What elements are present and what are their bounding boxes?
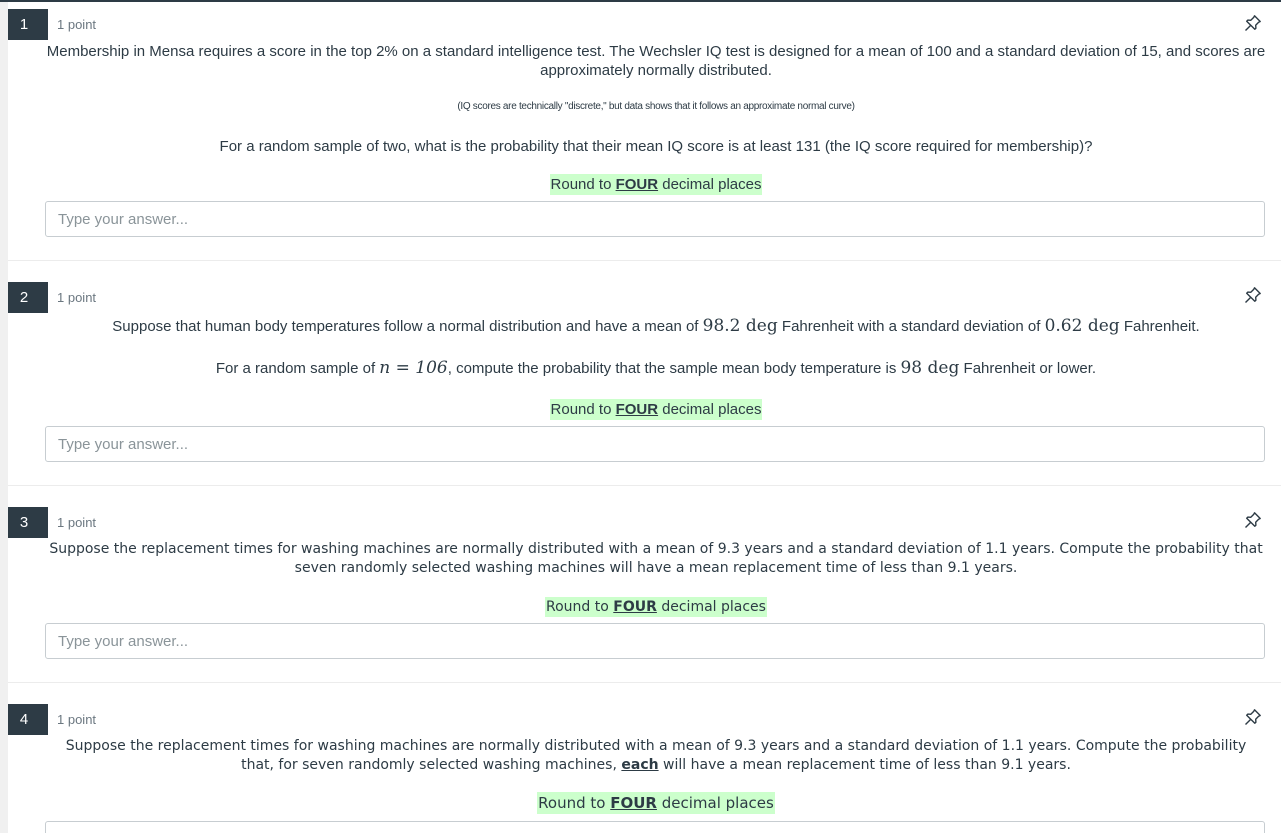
question-text: Membership in Mensa requires a score in the top 2% on a standard intelligence test. The Wechsler IQ test is designed for a mean of 100 and a standard deviation of 15, and scores are approximately normally distributed. xyxy=(46,43,1266,79)
question-number: 2 xyxy=(8,282,48,313)
question-number: 1 xyxy=(8,9,48,40)
answer-input[interactable] xyxy=(45,426,1265,462)
rounding-instruction xyxy=(45,794,1267,813)
rounding-highlight: Round to FOUR decimal places xyxy=(550,176,762,193)
question-points: 1 point xyxy=(57,17,97,32)
pin-icon[interactable] xyxy=(1244,511,1262,529)
question-text: Suppose that human body temperatures follow a normal distribution and have a mean of 98.2 deg Fahrenheit with a standard deviation of 0.62 deg Fahrenheit. xyxy=(112,316,1200,336)
rounding-instruction xyxy=(45,175,1267,194)
question-text: Suppose the replacement times for washing machines are normally distributed with a mean of 9.3 years and a standard deviation of 1.1 years. Compute the probability that seven randomly selected washing machines will have a mean replacement time of less than 9.1 years. xyxy=(49,541,1263,576)
question-4 xyxy=(8,696,1281,833)
question-text: Suppose the replacement times for washing machines are normally distributed with a mean of 9.3 years and a standard deviation of 1.1 years. Compute the probability that, for seven randomly selected washing machines, each will have a mean replacement time of less than 9.1 years. xyxy=(65,738,1247,773)
rounding-instruction xyxy=(45,400,1267,419)
question-points: 1 point xyxy=(57,515,97,530)
question-note: (IQ scores are technically "discrete," but data shows that it follows an approximate normal curve) xyxy=(457,101,855,112)
question-points: 1 point xyxy=(57,290,97,305)
pin-icon[interactable] xyxy=(1244,14,1262,32)
pin-icon[interactable] xyxy=(1244,286,1262,304)
question-prompt: For a random sample of two, what is the probability that their mean IQ score is at least 131 (the IQ score required for membership)? xyxy=(219,138,1093,155)
answer-input[interactable] xyxy=(45,623,1265,659)
question-prompt: For a random sample of n = 106, compute the probability that the sample mean body temperature is 98 deg Fahrenheit or lower. xyxy=(215,358,1097,378)
rounding-highlight: Round to FOUR decimal places xyxy=(538,794,774,812)
question-1 xyxy=(8,2,1281,260)
rounding-instruction xyxy=(45,598,1267,617)
rounding-highlight: Round to FOUR decimal places xyxy=(546,599,766,615)
question-2 xyxy=(8,274,1281,485)
quiz-page xyxy=(8,2,1281,833)
answer-input[interactable] xyxy=(45,821,1265,833)
question-3 xyxy=(8,499,1281,682)
pin-icon[interactable] xyxy=(1244,708,1262,726)
answer-input[interactable] xyxy=(45,201,1265,237)
question-number: 3 xyxy=(8,507,48,538)
question-number: 4 xyxy=(8,704,48,735)
question-points: 1 point xyxy=(57,712,97,727)
emphasis-each: each xyxy=(621,757,659,773)
rounding-highlight: Round to FOUR decimal places xyxy=(550,401,762,418)
